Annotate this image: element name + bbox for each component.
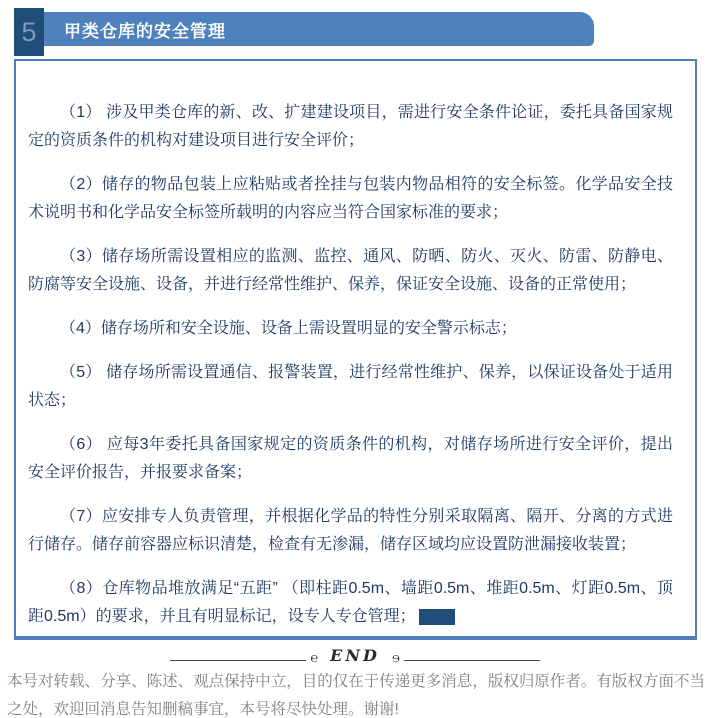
section-banner: [38, 12, 594, 46]
paragraph-5: [28, 359, 673, 415]
paragraph-3-text: （3）储存场所需设置相应的监测、监控、通风、防晒、防火、灭火、防雷、防静电、防腐等安全设施、设备，并进行经常性维护、保养，保证安全设施、设备的正常使用；: [28, 248, 673, 293]
paragraph-6: [28, 431, 673, 487]
scroll-ornament-icon: ℮: [391, 650, 400, 666]
highlight-block: [419, 609, 455, 625]
footer-disclaimer: 本号对转载、分享、陈述、观点保持中立，目的仅在于传递更多消息，版权归原作者。有版权方面不当之处，欢迎回消息告知删稿事宜，本号将尽快处理。谢谢!: [7, 673, 705, 718]
paragraph-2: [28, 171, 673, 227]
paragraph-7-text: （7）应安排专人负责管理，并根据化学品的特性分别采取隔离、隔开、分离的方式进行储存。储存前容器应标识清楚，检查有无渗漏，储存区域均应设置防泄漏接收装置；: [28, 508, 673, 553]
section-title: 甲类仓库的安全管理: [64, 21, 226, 41]
end-label: END: [330, 645, 380, 665]
paragraph-1-text: （1） 涉及甲类仓库的新、改、扩建建设项目，需进行安全条件论证，委托具备国家规定的资质条件的机构对建设项目进行安全评价；: [28, 104, 673, 149]
scroll-ornament-icon: ℮: [310, 650, 319, 666]
paragraph-3: [28, 243, 673, 299]
section-number: 5: [21, 16, 37, 47]
divider-line-right: [404, 660, 540, 661]
paragraph-8-text: （8）仓库物品堆放满足“五距” （即柱距0.5m、墙距0.5m、堆距0.5m、灯距0.5m、顶距0.5m）的要求，并且有明显标记，设专人专仓管理；: [28, 580, 673, 625]
section-number-box: [14, 8, 44, 56]
paragraph-6-text: （6） 应每3年委托具备国家规定的资质条件的机构，对储存场所进行安全评价，提出安全评价报告，并报要求备案；: [28, 436, 673, 481]
paragraph-8: [28, 575, 673, 631]
paragraph-4-text: （4）储存场所和安全设施、设备上需设置明显的安全警示标志；: [60, 320, 517, 337]
paragraph-1: [28, 99, 673, 155]
divider-line-left: [170, 660, 306, 661]
content-box: [14, 59, 697, 640]
end-divider: [0, 644, 710, 666]
paragraph-4: [28, 315, 673, 343]
paragraph-7: [28, 503, 673, 559]
paragraph-2-text: （2）储存的物品包装上应粘贴或者拴挂与包装内物品相符的安全标签。化学品安全技术说明书和化学品安全标签所载明的内容应当符合国家标准的要求；: [28, 176, 673, 221]
paragraph-5-text: （5） 储存场所需设置通信、报警装置，进行经常性维护、保养，以保证设备处于适用状态；: [28, 364, 673, 409]
